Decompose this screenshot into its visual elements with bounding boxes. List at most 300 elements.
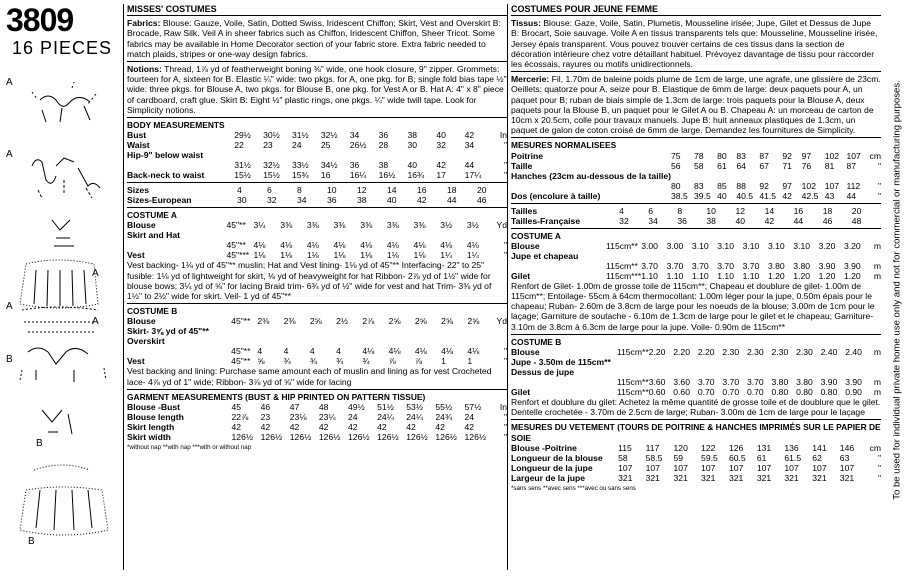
table-cell: 15½ (234, 170, 251, 181)
table-cell: 0.70 (722, 387, 740, 398)
table-cell: 321 (645, 472, 660, 483)
english-sizes-table (127, 185, 507, 205)
table-cell: Blouse (127, 220, 156, 231)
english-garment-header: GARMENT MEASUREMENTS (BUST & HIP PRINTED ON PATTERN TISSUE) (127, 391, 426, 402)
table-cell: 41.5 (759, 190, 777, 201)
table-cell (617, 357, 649, 367)
table-cell: 1 (467, 356, 473, 367)
table-cell: m (873, 270, 881, 281)
table-cell: 62 (812, 452, 822, 463)
table-cell: 117 (645, 442, 660, 453)
table-cell: 4⅛ (440, 240, 453, 251)
table-cell: 55½ (435, 402, 453, 413)
table-row (127, 195, 507, 205)
table-cell: 42 (377, 422, 387, 433)
table-cell: 2⅜ (283, 316, 296, 327)
french-costume-a-table (511, 241, 881, 281)
table-cell: Blouse (511, 240, 540, 251)
table-cell: Tailles-Française (511, 215, 581, 226)
table-cell: 36 (677, 215, 687, 226)
table-cell: 34 (297, 195, 307, 206)
table-cell: 32 (267, 195, 277, 206)
table-cell (722, 367, 747, 377)
table-row (127, 432, 507, 442)
table-cell (796, 357, 821, 367)
english-notions: Notions: Thread, 1⅞ yd of featherweight boning ⅜" wide, one hook closure, 9" zipper. Grommets: fourteen for A, sixteen for B. Elastic ¼" wide: two pkgs. for A, one pkg. for B; single fold bias tape ½" wide: three pkgs. for Blouse A, two pkgs. for Blouse B, one pkg. for Vest A or B. Hat A: 4" x 8" piece of cardboard, craft glue. Skirt B: Eight ½" plastic rings, one pkgs. ¼" wide twill tape. Look for Simplicity notions. (127, 64, 507, 115)
table-cell: Overskirt (127, 336, 165, 347)
table-cell: 3.60 (673, 377, 690, 388)
table-cell (379, 150, 408, 160)
table-cell (336, 336, 362, 346)
table-cell: 0.70 (697, 387, 715, 398)
table-cell: 15¾ (291, 170, 309, 181)
table-cell: Yd (496, 220, 507, 231)
table-cell: " (503, 170, 507, 181)
table-row (127, 240, 507, 250)
table-cell: 2.40 (845, 347, 862, 358)
table-cell: ¾ (283, 356, 291, 367)
table-cell (736, 171, 759, 181)
table-cell: " (877, 462, 881, 473)
table-cell (414, 230, 441, 240)
table-row (127, 140, 507, 150)
table-row (127, 185, 507, 195)
table-cell: 12 (735, 205, 746, 216)
figure-label-a2: A (6, 149, 13, 160)
table-cell: 3.80 (771, 377, 789, 388)
table-cell: 102 (801, 180, 816, 191)
french-title: COSTUMES POUR JEUNE FEMME (511, 4, 881, 16)
table-cell (782, 171, 801, 181)
table-cell: 32 (436, 140, 446, 151)
table-cell: 4⅛ (413, 240, 426, 251)
table-cell: 4 (309, 346, 315, 357)
table-cell: 18 (822, 205, 833, 216)
table-cell: m (873, 347, 881, 358)
table-cell: 126½ (435, 432, 457, 443)
table-cell: 1.20 (818, 270, 836, 281)
table-cell (292, 150, 321, 160)
table-cell: 126½ (406, 432, 428, 443)
table-cell: 48 (318, 402, 329, 413)
table-cell (494, 230, 507, 240)
table-cell: 321 (701, 472, 716, 483)
table-cell: 29½ (234, 130, 251, 141)
table-cell: 61 (756, 452, 767, 463)
table-cell: 112 (846, 180, 861, 191)
table-cell (667, 251, 692, 261)
table-row (127, 356, 507, 366)
figure-label-a4: A (6, 301, 13, 312)
table-row (511, 191, 881, 201)
table-cell: 2⅝ (309, 316, 322, 327)
table-cell: 42 (289, 422, 300, 433)
table-cell (494, 326, 507, 336)
table-cell: 33½ (291, 160, 309, 171)
table-cell: Skirt- 3⅝ yd of 45"** (127, 326, 209, 337)
table-cell: 3.20 (843, 240, 861, 251)
table-row (127, 402, 507, 412)
table-cell: 17 (436, 170, 446, 181)
table-cell: 42 (260, 422, 271, 433)
figure-label-a5: A (92, 316, 99, 327)
table-cell: 107 (618, 462, 633, 473)
table-cell: 32½ (320, 130, 338, 141)
table-cell: 126½ (377, 432, 399, 443)
table-cell: ¾ (336, 356, 344, 367)
table-cell: 87 (846, 160, 857, 171)
table-cell: 2.30 (771, 347, 789, 358)
table-cell (511, 261, 606, 271)
table-cell: 56 (671, 160, 681, 171)
french-garment-header: MESURES DU VETEMENT (TOURS DE POITRINE & HANCHES IMPRIMÉS SUR LE PAPIER DE SOIE (511, 422, 881, 443)
table-cell (494, 336, 507, 346)
table-cell: 64 (736, 160, 746, 171)
table-cell (606, 251, 641, 261)
table-cell: 3.70 (666, 260, 684, 271)
table-cell: 32½ (263, 160, 280, 171)
table-cell: 38 (378, 160, 389, 171)
french-fabrics: Tissus: Blouse: Gaze, Voile, Satin, Plumetis, Mousseline irisée; Jupe, Gilet et Dessus de Jupe B: Brocart, Soie sauvage. Voile A en tissus transparents tels que: Mousseline, Mousseline irisée, Jersey épais transparent. Vous pouvez trouver certains de ces tissus dans la section de décoration intérieure chez votre détaillant habituel. Prévoyez davantage de tissu pour raccorder les écossais, rayures ou motifs unidirectionnels. (511, 18, 878, 70)
table-cell (772, 357, 797, 367)
table-cell: 17¼ (464, 170, 482, 181)
table-cell: 3.70 (722, 377, 740, 388)
table-cell (511, 377, 617, 387)
table-cell (845, 357, 870, 367)
table-cell (465, 150, 494, 160)
table-cell (415, 336, 441, 346)
table-cell: 23 (263, 140, 273, 151)
table-cell: Sizes (127, 185, 149, 196)
table-cell: 3.10 (742, 240, 760, 251)
table-cell: m (873, 387, 881, 398)
table-cell: 115cm** (616, 387, 649, 398)
table-row (127, 130, 507, 140)
table-cell: 2⅝ (467, 316, 480, 327)
table-row (511, 171, 881, 181)
table-row (127, 412, 507, 422)
table-cell: 107 (784, 462, 799, 473)
table-cell: 115 (618, 442, 632, 453)
table-cell: 23 (260, 412, 271, 423)
table-cell (310, 326, 336, 336)
table-cell: 16¾ (407, 170, 425, 181)
table-cell: 107 (839, 462, 855, 473)
french-garment-table (511, 443, 881, 483)
table-cell: 1 (441, 356, 446, 367)
table-cell (494, 150, 508, 160)
table-cell: 321 (812, 472, 827, 483)
table-cell: 102 (824, 150, 840, 161)
table-cell: Blouse length (127, 412, 184, 423)
table-cell: 2.30 (746, 347, 764, 358)
table-cell: 34 (464, 140, 475, 151)
table-cell: 4⅛ (386, 240, 399, 251)
table-cell: 23⅛ (289, 412, 307, 423)
table-cell: 16 (793, 205, 804, 216)
table-cell (844, 251, 869, 261)
table-cell: Blouse -Poitrine (511, 442, 577, 453)
table-row (511, 387, 881, 397)
table-row (511, 367, 881, 377)
table-cell: " (877, 190, 881, 201)
table-cell: " (877, 452, 881, 463)
table-cell: 45"** (231, 346, 251, 357)
table-cell: 3.90 (843, 260, 861, 271)
table-cell: 58 (694, 160, 704, 171)
table-cell: Hanches (23cm au-dessous de la taille) (511, 170, 671, 181)
table-cell: 18 (447, 185, 457, 196)
english-body-table (127, 130, 507, 180)
table-cell: 1.20 (767, 270, 785, 281)
table-cell: ⅝ (257, 356, 265, 367)
table-cell: 3.10 (717, 240, 734, 251)
table-cell (772, 367, 797, 377)
table-cell: 42 (764, 215, 775, 226)
table-cell: 3.70 (697, 377, 715, 388)
table-cell (389, 336, 415, 346)
table-cell: 115cm** (616, 347, 649, 358)
table-cell (673, 357, 698, 367)
table-cell: 126½ (348, 432, 370, 443)
table-cell: Vest (127, 356, 145, 367)
table-cell: 0.80 (796, 387, 813, 398)
table-row (511, 241, 881, 251)
table-cell: Jupe - 3.50m de 115cm** (511, 357, 611, 368)
table-cell: 24 (464, 412, 475, 423)
table-cell: 3½ (466, 220, 479, 231)
table-cell: In (499, 130, 507, 141)
table-cell: 3⅜ (360, 220, 373, 231)
table-cell: 107 (645, 462, 660, 473)
table-cell: 3.90 (820, 377, 838, 388)
table-cell (743, 251, 768, 261)
table-cell: 2⅜ (257, 316, 270, 327)
table-cell: 1.20 (793, 270, 811, 281)
table-cell: 26½ (349, 140, 367, 151)
table-cell: 24 (291, 140, 302, 151)
table-cell: 59.5 (701, 452, 718, 463)
table-cell: 8 (297, 185, 302, 196)
table-cell: 36 (327, 195, 337, 206)
table-cell: 3⅜ (413, 220, 426, 231)
table-cell: 321 (673, 472, 688, 483)
table-cell: 115cm** (606, 260, 638, 271)
table-cell (257, 326, 283, 336)
figure-label-a3: A (92, 268, 99, 279)
table-row (511, 473, 881, 483)
table-cell: 24¾ (435, 412, 453, 423)
table-cell: Vest (127, 250, 145, 261)
table-cell: 0.70 (746, 387, 764, 398)
table-cell: 42 (417, 195, 427, 206)
table-cell (793, 251, 818, 261)
table-cell: 1¼ (440, 250, 453, 261)
table-cell: 23¼ (318, 412, 336, 423)
table-cell: 31½ (291, 130, 309, 141)
table-cell: 20 (851, 205, 862, 216)
table-row (511, 216, 881, 226)
table-cell: 40 (717, 190, 727, 201)
table-cell: 4⅛ (441, 346, 454, 357)
table-cell: 4⅛ (253, 240, 266, 251)
table-row (511, 261, 881, 271)
table-cell: 1⅛ (413, 250, 426, 261)
table-cell: cm (869, 442, 881, 453)
table-cell: 1.10 (691, 270, 709, 281)
table-cell: 8 (677, 205, 683, 216)
table-cell (717, 251, 742, 261)
table-cell: 321 (756, 472, 772, 483)
table-cell: 0.90 (845, 387, 862, 398)
table-cell: " (877, 472, 881, 483)
table-cell: 78 (694, 150, 704, 161)
table-cell: 107 (846, 150, 861, 161)
table-row (511, 271, 881, 281)
table-cell: " (877, 180, 881, 191)
table-cell (511, 181, 671, 191)
french-costume-b-header: COSTUME B (511, 336, 562, 347)
table-cell (362, 336, 388, 346)
table-cell: 30½ (263, 130, 280, 141)
table-cell (747, 367, 772, 377)
table-cell: 2⅝ (441, 316, 454, 327)
table-cell: 3.10 (793, 240, 811, 251)
table-cell: 61.5 (784, 452, 802, 463)
table-cell: 40 (407, 160, 418, 171)
table-cell: 22⅞ (231, 412, 249, 423)
table-cell: 3⅜ (306, 220, 319, 231)
table-cell: 45"** (226, 240, 246, 251)
table-cell (819, 251, 844, 261)
table-cell: 14 (764, 205, 775, 216)
table-cell: 1⅛ (280, 250, 293, 261)
table-cell: 126 (728, 442, 744, 453)
table-row (127, 230, 507, 240)
table-cell (280, 230, 307, 240)
french-costume-a-header: COSTUME A (511, 230, 561, 241)
table-cell: 16¼ (349, 170, 367, 181)
table-cell: 4⅛ (388, 346, 401, 357)
table-cell: 97 (782, 180, 792, 191)
table-cell: 24¼ (406, 412, 424, 423)
table-cell (641, 251, 666, 261)
table-row (511, 181, 881, 191)
table-cell: 16 (320, 170, 331, 181)
english-costume-b-header: COSTUME B (127, 306, 178, 317)
table-cell: 16½ (378, 170, 396, 181)
table-cell (307, 230, 334, 240)
table-row (511, 161, 881, 171)
table-cell: Waist (127, 140, 150, 151)
table-cell (362, 326, 388, 336)
table-cell: 2⅝ (414, 316, 427, 327)
table-cell (254, 230, 281, 240)
table-cell: 1⅛ (306, 250, 319, 261)
table-row (511, 443, 881, 453)
table-cell: 45"*** (226, 250, 250, 261)
french-column (507, 4, 881, 570)
table-cell: 1⅛ (360, 250, 373, 261)
table-cell: 3.80 (793, 260, 811, 271)
table-cell: cm (869, 150, 881, 161)
table-cell: 42 (406, 422, 416, 433)
table-cell: 3.00 (641, 240, 658, 251)
table-cell: 58 (618, 452, 628, 463)
table-cell: ¾ (362, 356, 370, 367)
table-cell: 4⅛ (467, 346, 480, 357)
table-cell (334, 230, 361, 240)
table-cell: 131 (756, 442, 772, 453)
english-costume-b-notes: Vest backing and lining: Purchase same amount each of muslin and lining as for vest Crocheted lace- 4⅞ yd of 1" wide; Ribbon- 3⅞ yd of ⅝" wide for lacing (127, 366, 492, 387)
table-cell: 40.5 (736, 190, 754, 201)
figure-label-b1: B (6, 354, 13, 365)
table-cell: 0.60 (673, 387, 690, 398)
table-cell: m (873, 377, 881, 388)
table-cell: 3.70 (691, 260, 709, 271)
table-cell: 126½ (260, 432, 283, 443)
table-cell (321, 150, 350, 160)
table-cell: 0.60 (648, 387, 666, 398)
table-cell: 2½ (336, 316, 349, 327)
table-cell: 53½ (406, 402, 424, 413)
table-cell: 141 (812, 442, 827, 453)
table-cell: 76 (801, 160, 812, 171)
french-notions: Mercerie: Fil, 1.70m de baleine poids plume de 1cm de large, une agrafe, une glissière de 23cm. Oeillets: quatorze pour A, seize pour B. Elastique de 6mm de large: deux paquets pour A, un paquet pour B; ruban de biais simple de 1.3cm de large: trois paquets pour la Blouse A, deux paquets pour la Blouse B, un paquet pour le Gilet A ou B. Chapeau A: un morceau de carton de 10cm x 20.5cm, colle pour travaux manuels. Jupe B: huit anneaux plastiques de 1.3cm, un paquet de galon de coton croisé de 6mm de large. Demandez les fournitures de Simplicity. (511, 74, 881, 136)
table-cell: 3.80 (767, 260, 785, 271)
table-cell (467, 230, 494, 240)
table-cell: 3.80 (796, 377, 813, 388)
table-cell: " (503, 356, 507, 367)
table-cell: 42 (464, 422, 475, 433)
english-costume-a-table (127, 220, 507, 260)
figure-label-b3: B (28, 536, 35, 547)
table-cell (127, 240, 227, 250)
table-cell: " (503, 240, 507, 251)
table-cell (692, 251, 717, 261)
table-cell: Largeur de la jupe (511, 472, 586, 483)
table-cell (234, 150, 263, 160)
pattern-number: 3809 (6, 2, 74, 38)
table-cell: 3¼ (253, 220, 266, 231)
table-cell: 24¼ (377, 412, 394, 423)
table-cell (389, 326, 415, 336)
table-cell: 3.60 (648, 377, 666, 388)
table-cell: ⅞ (388, 356, 396, 367)
table-cell: 38.5 (671, 190, 688, 201)
table-cell: In (499, 402, 507, 413)
table-cell: 44 (846, 190, 857, 201)
table-cell (350, 150, 379, 160)
table-cell: 15½ (263, 170, 280, 181)
table-cell: Dos (encolure à taille) (511, 190, 601, 201)
table-cell: Hip-9" below waist (127, 150, 204, 161)
table-cell: 2.30 (722, 347, 740, 358)
table-cell: 3½ (440, 220, 453, 231)
table-cell: 12 (357, 185, 367, 196)
french-costume-b-table (511, 347, 881, 397)
table-cell: 2⅞ (362, 316, 375, 327)
table-cell: 39.5 (694, 190, 711, 201)
table-cell (127, 160, 234, 170)
table-cell: 3.70 (746, 377, 764, 388)
table-row (127, 336, 507, 346)
table-cell: 321 (839, 472, 855, 483)
table-cell (441, 326, 467, 336)
table-cell (845, 367, 870, 377)
table-cell: 1.10 (742, 270, 760, 281)
table-cell (821, 367, 846, 377)
